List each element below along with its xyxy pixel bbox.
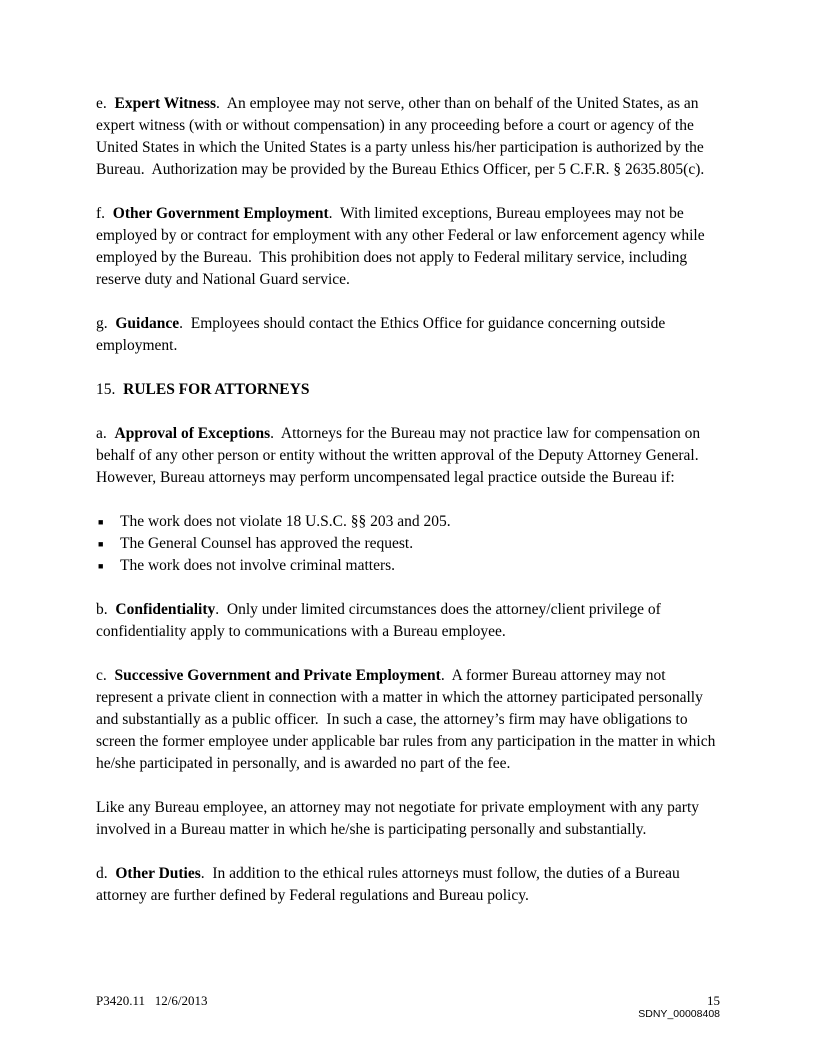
bullet-square-icon: ■ — [98, 561, 104, 571]
paragraph-expert-witness — [96, 93, 722, 181]
para-text: . Attorneys for the Bureau may not practice law for compensation on behalf of any other person or entity without the written approval of the Deputy Attorney General. However, Bureau attorneys may perform uncompensated legal practice outside the Bureau if: — [96, 425, 707, 486]
para-title: Expert Witness — [114, 95, 216, 112]
para-text: . Only under limited circumstances does the attorney/client privilege of confidentiality apply to communications with a Bureau employee. — [96, 601, 665, 640]
para-title: Other Duties — [115, 865, 201, 882]
bullet-square-icon: ■ — [98, 539, 104, 549]
para-text: . In addition to the ethical rules attorneys must follow, the duties of a Bureau attorney are further defined by Federal regulations and Bureau policy. — [96, 865, 684, 904]
paragraph-other-duties — [96, 863, 722, 907]
para-title: Other Government Employment — [112, 205, 329, 222]
footer-page-number: 15 — [707, 993, 720, 1008]
bullet-text: The General Counsel has approved the request. — [120, 535, 414, 552]
bullet-list — [96, 511, 722, 577]
paragraph-negotiate-employment — [96, 797, 722, 841]
document-body — [96, 93, 722, 929]
para-text: . An employee may not serve, other than on behalf of the United States, as an expert witness (with or without compensation) in any proceeding before a court or agency of the United States in which the United States is a party unless his/her participation is authorized by the Bureau. Authorization may be provided by the Bureau Ethics Officer, per 5 C.F.R. § 2635.805(c). — [96, 95, 708, 178]
bullet-text: The work does not violate 18 U.S.C. §§ 203 and 205. — [120, 513, 451, 530]
para-label: b. — [96, 601, 116, 618]
paragraph-successive-employment — [96, 665, 722, 775]
para-title: Confidentiality — [115, 601, 216, 618]
para-text: . With limited exceptions, Bureau employees may not be employed by or contract for employment with any other Federal or law enforcement agency while employed by the Bureau. This prohibition does not apply to Federal military service, including reserve duty and National Guard service. — [96, 205, 709, 288]
para-label: d. — [96, 865, 116, 882]
paragraph-guidance — [96, 313, 722, 357]
section-number: 15. — [96, 381, 124, 398]
bullet-text: The work does not involve criminal matters. — [120, 557, 396, 574]
para-label: e. — [96, 95, 115, 112]
footer-doc-id: P3420.11 12/6/2013 — [96, 993, 208, 1008]
para-text: . Employees should contact the Ethics Office for guidance concerning outside employment. — [96, 315, 670, 354]
paragraph-other-government-employment — [96, 203, 722, 291]
bullet-square-icon: ■ — [98, 517, 104, 527]
para-title: Approval of Exceptions — [114, 425, 271, 442]
para-title: Successive Government and Private Employment — [114, 667, 441, 684]
section-heading-rules-for-attorneys — [96, 379, 722, 401]
paragraph-approval-of-exceptions — [96, 423, 722, 489]
para-label: g. — [96, 315, 116, 332]
paragraph-confidentiality — [96, 599, 722, 643]
para-text: . A former Bureau attorney may not represent a private client in connection with a matter in which the attorney participated personally and substantially as a public officer. In such a case, the attorney’s firm may have obligations to screen the former employee under applicable bar rules from any participation in the matter in which he/she participated in personally, and is awarded no part of the fee. — [96, 667, 720, 772]
section-title: RULES FOR ATTORNEYS — [123, 381, 310, 398]
list-item — [96, 555, 722, 577]
list-item — [96, 533, 722, 555]
para-title: Guidance — [115, 315, 180, 332]
para-label: a. — [96, 425, 115, 442]
para-label: c. — [96, 667, 115, 684]
bates-stamp: SDNY_00008408 — [638, 1008, 720, 1020]
para-text: Like any Bureau employee, an attorney may not negotiate for private employment with any party involved in a Bureau matter in which he/she is participating personally and substantially. — [96, 799, 703, 838]
para-label: f. — [96, 205, 113, 222]
list-item — [96, 511, 722, 533]
